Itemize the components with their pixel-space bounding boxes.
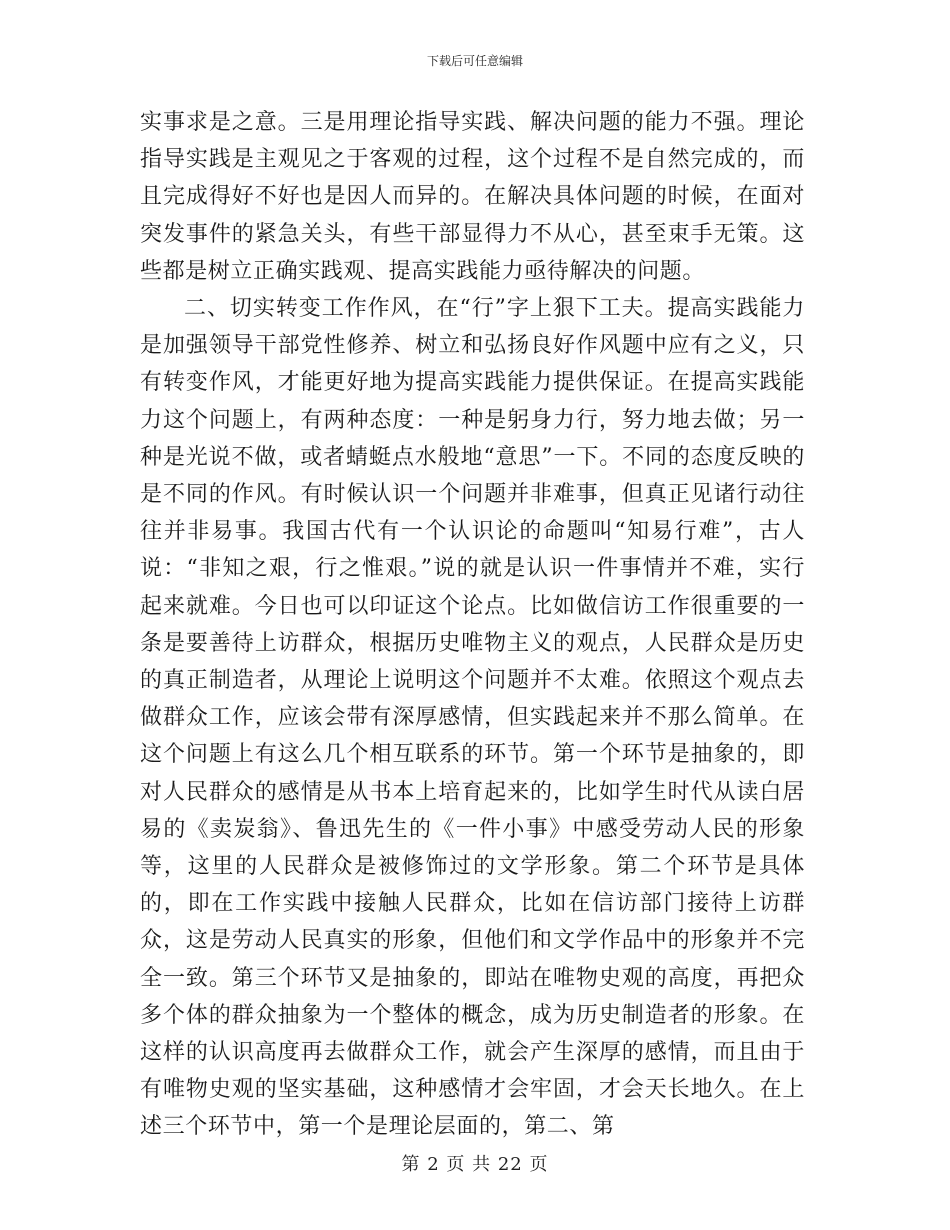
page-header <box>0 53 950 69</box>
document-body <box>140 104 805 1146</box>
page-number: 第 2 页 共 22 页 <box>401 1154 549 1175</box>
paragraph-continuation: 实事求是之意。三是用理论指导实践、解决问题的能力不强。理论指导实践是主观见之于客观的过程，这个过程不是自然完成的，而且完成得好不好也是因人而异的。在解决具体问题的时候，在面对突发事件的紧急关头，有些干部显得力不从心，甚至束手无策。这些都是树立正确实践观、提高实践能力亟待解决的问题。 <box>140 110 805 284</box>
paragraph-section-two: 二、切实转变工作作风，在“行”字上狠下工夫。提高实践能力是加强领导干部党性修养、树立和弘扬良好作风题中应有之义，只有转变作风，才能更好地为提高实践能力提供保证。在提高实践能力这个问题上，有两种态度：一种是躬身力行，努力地去做；另一种是光说不做，或者蜻蜓点水般地“意思”一下。不同的态度反映的是不同的作风。有时候认识一个问题并非难事，但真正见诸行动往往并非易事。我国古代有一个认识论的命题叫“知易行难”，古人说：“非知之艰，行之惟艰。”说的就是认识一件事情并不难，实行起来就难。今日也可以印证这个论点。比如做信访工作很重要的一条是要善待上访群众，根据历史唯物主义的观点，人民群众是历史的真正制造者，从理论上说明这个问题并不太难。依照这个观点去做群众工作，应该会带有深厚感情，但实践起来并不那么简单。在这个问题上有这么几个相互联系的环节。第一个环节是抽象的，即对人民群众的感情是从书本上培育起来的，比如学生时代从读白居易的《卖炭翁》、鲁迅先生的《一件小事》中感受劳动人民的形象等，这里的人民群众是被修饰过的文学形象。第二个环节是具体的，即在工作实践中接触人民群众，比如在信访部门接待上访群众，这是劳动人民真实的形象，但他们和文学作品中的形象并不完全一致。第三个环节又是抽象的，即站在唯物史观的高度，再把众多个体的群众抽象为一个整体的概念，成为历史制造者的形象。在这样的认识高度再去做群众工作，就会产生深厚的感情，而且由于有唯物史观的坚实基础，这种感情才会牢固，才会天长地久。在上述三个环节中，第一个是理论层面的，第二、第 <box>140 296 805 1140</box>
page-footer <box>0 1153 950 1177</box>
header-text: 下载后可任意编辑 <box>426 54 523 68</box>
